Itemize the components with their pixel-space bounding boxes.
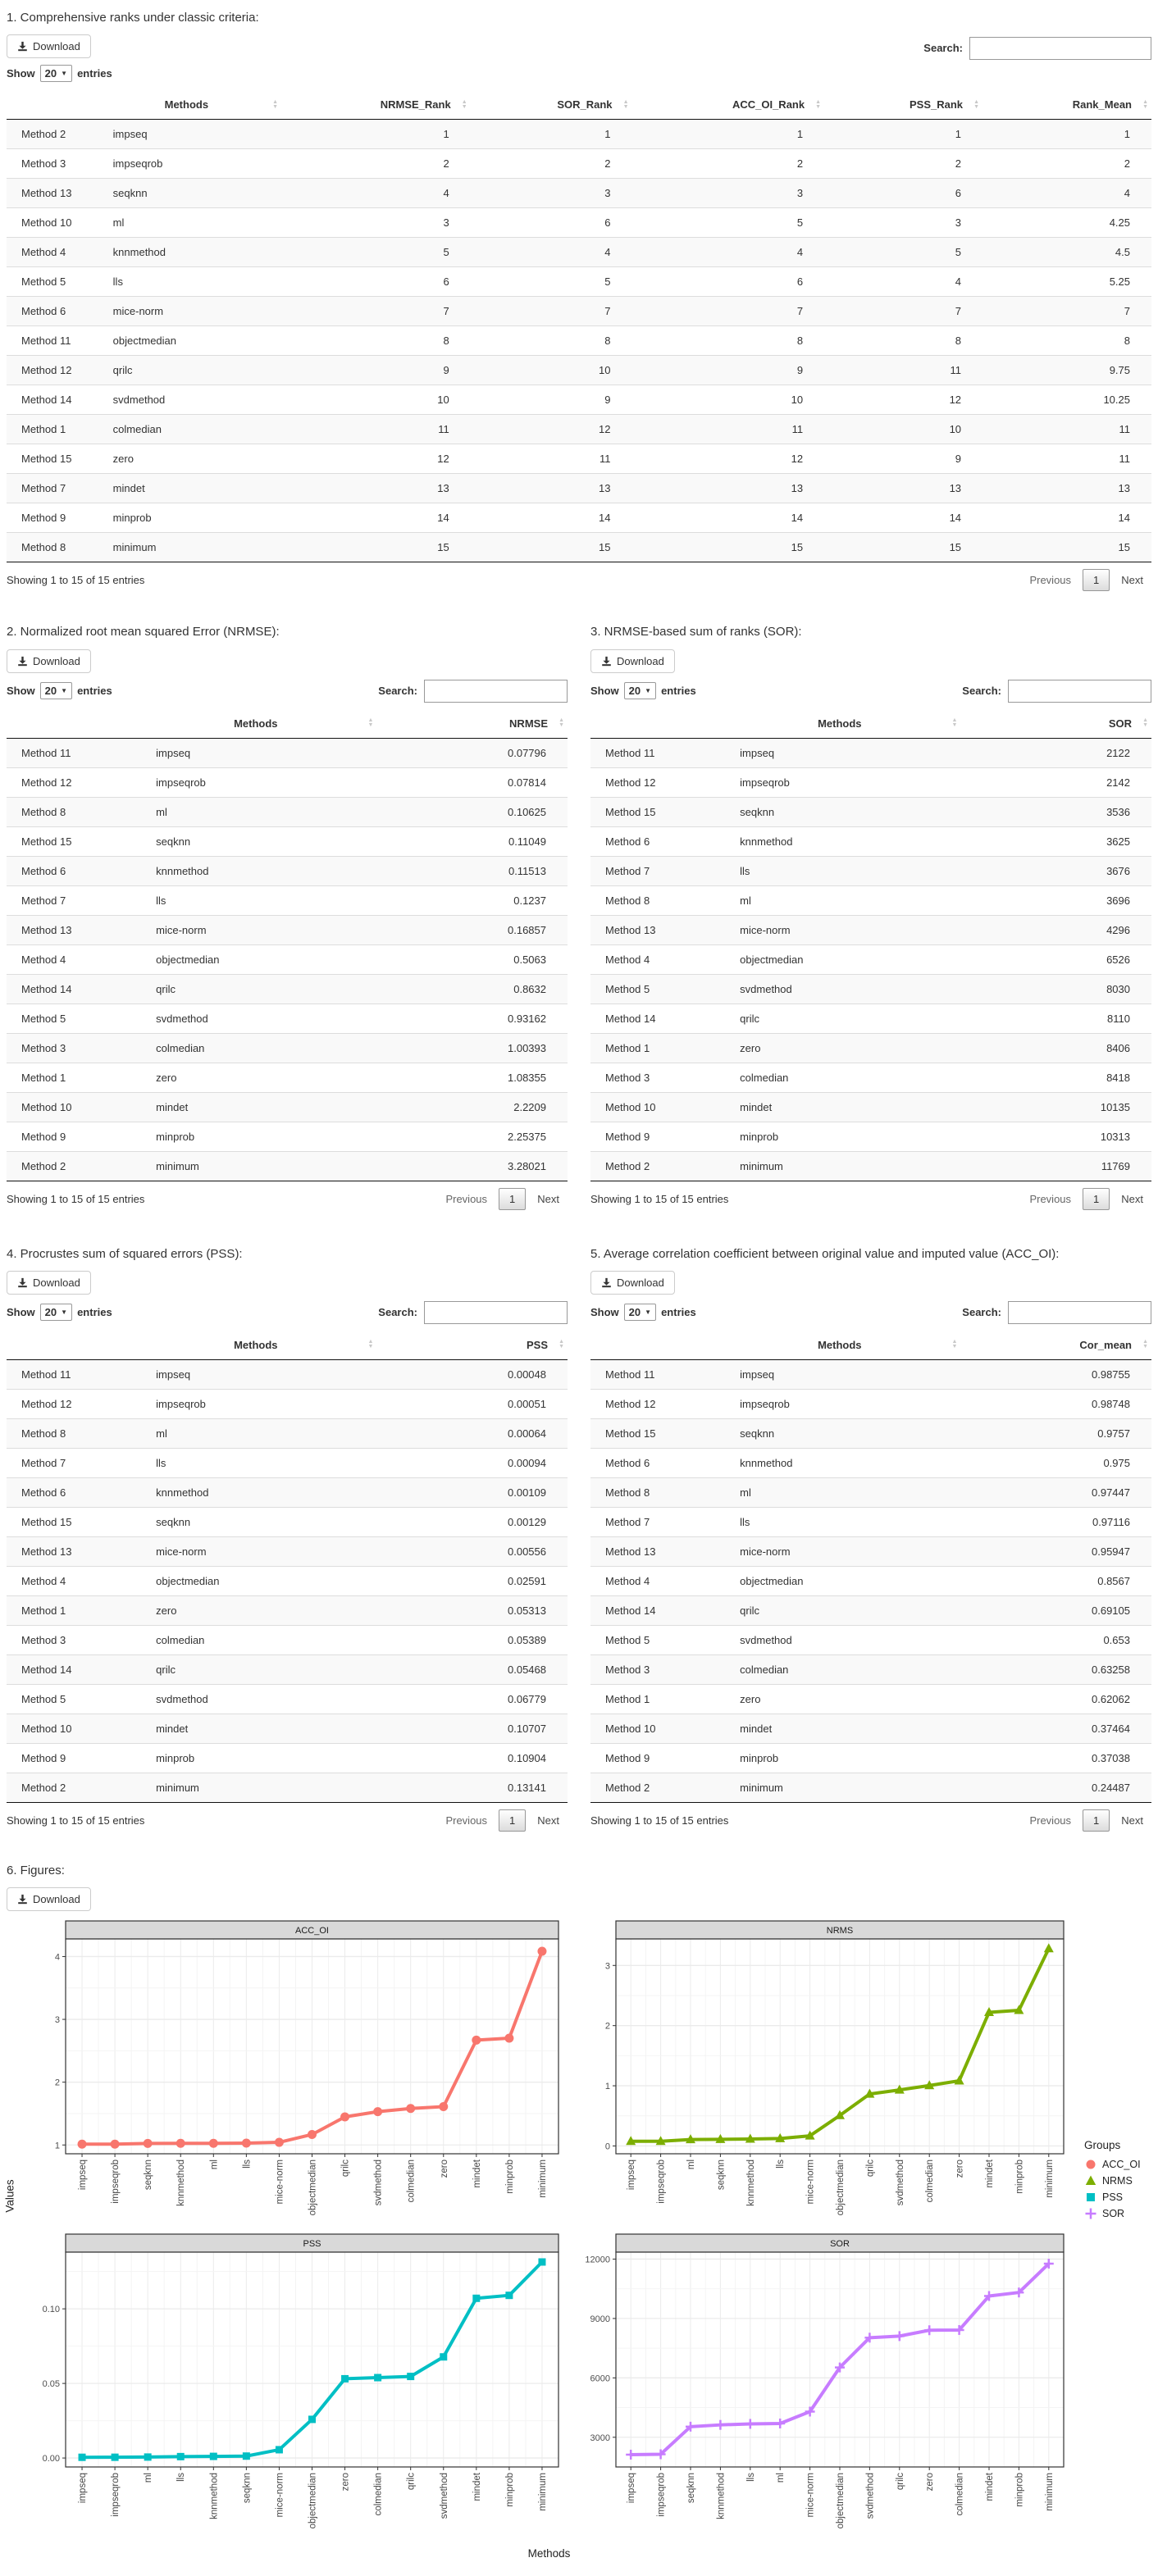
column-header-rank_mean[interactable]: Rank_Mean ▲ ▼ bbox=[982, 90, 1151, 120]
section-comprehensive-ranks: 1. Comprehensive ranks under classic criteria: Download Search: Show 20 ▼ entries Methods ▲ ▼ NRMSE_Rank ▲ ▼ SOR_Rank ▲ ▼ ACC_OI_Rank ▲ ▼ PSS_Rank ▲ ▼ Rank_Mean ▲ ▼ Method 2 impseq 1 1 1 1 1 Method 3 impseqrob 2 2 2 2 2 Method 13 seqknn 4 3 3 6 4 Method 10 ml 3 6 5 3 4.25 Method 4 knnmethod 5 4 4 5 4.5 Method 5 lls 6 5 6 4 5.25 Method 6 mice-norm 7 7 7 7 7 Method 11 objectmedian 8 8 8 8 8 Method 12 qrilc 9 10 9 11 9.75 Method 14 svdmethod 10 9 10 12 10.25 Method 1 colmedian 11 12 11 10 11 Method 15 zero 12 11 12 9 11 Method 7 mindet 13 13 13 13 13 Method 9 minprob 14 14 14 14 14 Method 8 minimum 15 15 15 15 15 Showing 1 to 15 of 15 entries Previous 1 Next bbox=[7, 10, 1151, 591]
table-row: Method 7 lls 0.97116 bbox=[590, 1507, 1151, 1536]
svg-text:12000: 12000 bbox=[585, 2255, 610, 2265]
column-header-acc_oi_rank[interactable]: ACC_OI_Rank ▲ ▼ bbox=[632, 90, 825, 120]
svg-text:zero: zero bbox=[925, 2473, 936, 2492]
chevron-down-icon: ▼ bbox=[645, 1308, 652, 1317]
previous-button[interactable]: Previous bbox=[445, 1814, 488, 1827]
table-row: Method 2 minimum 0.24487 bbox=[590, 1773, 1151, 1802]
download-icon bbox=[601, 1277, 612, 1288]
page-size-select[interactable]: 20 ▼ bbox=[624, 682, 656, 699]
table-row: Method 1 zero 8406 bbox=[590, 1033, 1151, 1063]
table-row: Method 14 qrilc 0.69105 bbox=[590, 1595, 1151, 1625]
table-row: Method 12 impseqrob 0.07814 bbox=[7, 767, 568, 797]
svg-text:colmedian: colmedian bbox=[406, 2160, 417, 2203]
table-row: Method 4 objectmedian 0.8567 bbox=[590, 1566, 1151, 1595]
svg-text:mice-norm: mice-norm bbox=[275, 2160, 285, 2205]
page-title: 5. Average correlation coefficient between original value and imputed value (ACC_OI): bbox=[590, 1246, 1060, 1261]
page-title: 4. Procrustes sum of squared errors (PSS): bbox=[7, 1246, 243, 1261]
figure-acc-oi bbox=[28, 1919, 565, 2232]
table-row: Method 11 impseq 0.00048 bbox=[7, 1359, 568, 1389]
search-label: Search: bbox=[378, 1306, 417, 1319]
column-header-methods[interactable]: Methods ▲ ▼ bbox=[141, 1331, 376, 1360]
legend-item-sor: SOR bbox=[1084, 2207, 1151, 2220]
search-input[interactable] bbox=[969, 37, 1151, 60]
pagination bbox=[1021, 569, 1151, 591]
svg-text:3: 3 bbox=[54, 2015, 60, 2026]
sort-icon: ▲ ▼ bbox=[622, 98, 629, 110]
chevron-down-icon: ▼ bbox=[61, 687, 68, 694]
table-row: Method 6 knnmethod 0.00109 bbox=[7, 1477, 568, 1507]
svg-text:qrilc: qrilc bbox=[865, 2160, 876, 2178]
ranks-table bbox=[7, 90, 1151, 562]
pagination bbox=[437, 1188, 568, 1210]
sort-icon: ▲ ▼ bbox=[1142, 98, 1148, 110]
svg-text:minprob: minprob bbox=[1014, 2160, 1025, 2194]
svg-text:lls: lls bbox=[745, 2473, 756, 2482]
download-button[interactable]: Download bbox=[7, 34, 91, 58]
table-row: Method 10 mindet 10135 bbox=[590, 1092, 1151, 1122]
previous-button[interactable]: Previous bbox=[1029, 1192, 1072, 1205]
legend-item-nrms: NRMS bbox=[1084, 2174, 1151, 2187]
sort-icon: ▲ ▼ bbox=[558, 1339, 564, 1350]
table-row: Method 3 colmedian 1.00393 bbox=[7, 1033, 568, 1063]
page-size-select[interactable]: 20 ▼ bbox=[40, 1304, 72, 1321]
section-acc-oi: 5. Average correlation coefficient between original value and imputed value (ACC_OI): Download Show 20 ▼ entries Search: Methods ▲ ▼ Cor_mean ▲ ▼ Method 11 impseq 0.98755 Method 12 impseqrob 0.98748 Method 15 seqknn 0.9757 Method 6 knnmethod 0.975 Method 8 ml 0.97447 Method 7 lls 0.97116 Method 13 mice-norm 0.95947 Method 4 objectmedian 0.8567 Method 14 qrilc 0.69105 Method 5 svdmethod 0.653 Method 3 colmedian 0.63258 Method 1 zero 0.62062 Method 10 mindet 0.37464 Method 9 minprob 0.37038 Method 2 minimum 0.24487 Showing 1 to 15 of 15 entries Previous 1 Next bbox=[590, 1241, 1151, 1835]
sort-icon: ▲ ▼ bbox=[951, 1339, 958, 1350]
svg-text:SOR: SOR bbox=[830, 2239, 850, 2249]
page-button[interactable]: 1 bbox=[1083, 1809, 1110, 1832]
svg-text:mindet: mindet bbox=[985, 2473, 995, 2501]
svg-text:colmedian: colmedian bbox=[373, 2473, 384, 2516]
table-row: Method 5 lls 6 5 6 4 5.25 bbox=[7, 267, 1151, 297]
legend-item-pss: PSS bbox=[1084, 2191, 1151, 2204]
legend-item-acc-oi: ACC_OI bbox=[1084, 2158, 1151, 2171]
svg-text:ml: ml bbox=[686, 2160, 696, 2170]
download-icon bbox=[17, 1277, 28, 1288]
column-header-rownames bbox=[590, 709, 725, 739]
download-button[interactable]: Download bbox=[7, 649, 91, 673]
table-row: Method 3 colmedian 0.63258 bbox=[590, 1654, 1151, 1684]
svg-text:NRMS: NRMS bbox=[826, 1926, 854, 1936]
x-axis-title: Methods bbox=[527, 2547, 571, 2560]
y-axis-title: Values bbox=[3, 2179, 16, 2213]
table-row: Method 11 impseq 0.07796 bbox=[7, 738, 568, 767]
table-row: Method 15 seqknn 0.11049 bbox=[7, 826, 568, 856]
sort-icon: ▲ ▼ bbox=[461, 98, 467, 110]
svg-text:seqknn: seqknn bbox=[716, 2160, 727, 2191]
next-button[interactable]: Next bbox=[1121, 1814, 1143, 1827]
sort-icon: ▲ ▼ bbox=[973, 98, 980, 110]
svg-text:minimum: minimum bbox=[537, 2473, 548, 2511]
svg-text:0.10: 0.10 bbox=[42, 2305, 60, 2315]
table-row: Method 7 lls 0.1237 bbox=[7, 885, 568, 915]
table-row: Method 8 ml 3696 bbox=[590, 885, 1151, 915]
svg-text:mindet: mindet bbox=[472, 2160, 482, 2188]
svg-text:impseq: impseq bbox=[627, 2160, 637, 2191]
table-info: Showing 1 to 15 of 15 entries bbox=[590, 1192, 729, 1205]
svg-text:mice-norm: mice-norm bbox=[275, 2473, 285, 2518]
page-button[interactable]: 1 bbox=[499, 1188, 526, 1210]
section-figures bbox=[3, 1863, 1151, 2560]
svg-text:0.00: 0.00 bbox=[42, 2454, 60, 2464]
table-row: Method 15 seqknn 3536 bbox=[590, 797, 1151, 826]
svg-text:qrilc: qrilc bbox=[406, 2473, 417, 2491]
sort-icon: ▲ ▼ bbox=[558, 717, 564, 728]
sort-icon: ▲ ▼ bbox=[367, 1339, 374, 1350]
search-input[interactable] bbox=[424, 680, 568, 703]
plus-marker-icon bbox=[1084, 2207, 1097, 2220]
svg-text:impseqrob: impseqrob bbox=[111, 2160, 121, 2204]
section-pss: 4. Procrustes sum of squared errors (PSS): Download Show 20 ▼ entries Search: Methods ▲ ▼ PSS ▲ ▼ Method 11 impseq 0.00048 Method 12 impseqrob 0.00051 Method 8 ml 0.00064 Method 7 lls 0.00094 Method 6 knnmethod 0.00109 Method 15 seqknn 0.00129 Method 13 mice-norm 0.00556 Method 4 objectmedian 0.02591 Method 1 zero 0.05313 Method 3 colmedian 0.05389 Method 14 qrilc 0.05468 Method 5 svdmethod 0.06779 Method 10 mindet 0.10707 Method 9 minprob 0.10904 Method 2 minimum 0.13141 Showing 1 to 15 of 15 entries Previous 1 Next bbox=[7, 1241, 568, 1835]
legend-title: Groups bbox=[1084, 2139, 1121, 2151]
svg-text:mice-norm: mice-norm bbox=[805, 2160, 816, 2205]
table-info: Showing 1 to 15 of 15 entries bbox=[590, 1814, 729, 1827]
search-label: Search: bbox=[962, 1306, 1001, 1319]
svg-text:qrilc: qrilc bbox=[340, 2160, 351, 2178]
svg-text:3000: 3000 bbox=[590, 2433, 610, 2443]
svg-text:svdmethod: svdmethod bbox=[895, 2160, 905, 2206]
pagination bbox=[437, 1809, 568, 1832]
previous-button[interactable]: Previous bbox=[1029, 574, 1072, 587]
page-size-select[interactable]: 20 ▼ bbox=[624, 1304, 656, 1321]
table-row: Method 6 knnmethod 3625 bbox=[590, 826, 1151, 856]
svg-text:zero: zero bbox=[439, 2160, 449, 2178]
column-header-rownames bbox=[7, 90, 98, 120]
sort-icon: ▲ ▼ bbox=[815, 98, 822, 110]
table-row: Method 2 minimum 0.13141 bbox=[7, 1773, 568, 1802]
sort-icon: ▲ ▼ bbox=[1142, 1339, 1148, 1350]
circle-marker-icon bbox=[1084, 2158, 1097, 2171]
svg-text:objectmedian: objectmedian bbox=[836, 2160, 846, 2216]
search-input[interactable] bbox=[424, 1301, 568, 1324]
svg-text:mindet: mindet bbox=[985, 2160, 995, 2188]
search-label: Search: bbox=[378, 685, 417, 697]
search-input[interactable] bbox=[1008, 1301, 1151, 1324]
table-row: Method 10 mindet 0.10707 bbox=[7, 1714, 568, 1743]
svg-text:qrilc: qrilc bbox=[895, 2473, 905, 2491]
svg-text:impseq: impseq bbox=[78, 2473, 89, 2504]
svg-text:9000: 9000 bbox=[590, 2314, 610, 2324]
table-row: Method 4 objectmedian 0.5063 bbox=[7, 944, 568, 974]
svg-text:ACC_OI: ACC_OI bbox=[295, 1926, 329, 1936]
table-row: Method 3 colmedian 0.05389 bbox=[7, 1625, 568, 1654]
svg-text:knnmethod: knnmethod bbox=[209, 2473, 220, 2519]
svg-text:1: 1 bbox=[604, 2082, 610, 2092]
svg-text:seqknn: seqknn bbox=[144, 2160, 154, 2191]
table-row: Method 1 zero 0.62062 bbox=[590, 1684, 1151, 1714]
svg-text:ml: ml bbox=[209, 2160, 220, 2170]
download-icon bbox=[601, 656, 612, 667]
svg-text:0: 0 bbox=[604, 2141, 610, 2152]
table-row: Method 9 minprob 0.10904 bbox=[7, 1743, 568, 1773]
column-header-pss_rank[interactable]: PSS_Rank ▲ ▼ bbox=[824, 90, 982, 120]
table-row: Method 9 minprob 0.37038 bbox=[590, 1743, 1151, 1773]
svg-text:2: 2 bbox=[604, 2021, 610, 2032]
svg-text:objectmedian: objectmedian bbox=[308, 2473, 318, 2529]
section-nrmse: 2. Normalized root mean squared Error (NRMSE): Download Show 20 ▼ entries Search: Methods ▲ ▼ NRMSE ▲ ▼ Method 11 impseq 0.07796 Method 12 impseqrob 0.07814 Method 8 ml 0.10625 Method 15 seqknn 0.11049 Method 6 knnmethod 0.11513 Method 7 lls 0.1237 Method 13 mice-norm 0.16857 Method 4 objectmedian 0.5063 Method 14 qrilc 0.8632 Method 5 svdmethod 0.93162 Method 3 colmedian 1.00393 Method 1 zero 1.08355 Method 10 mindet 2.2209 Method 9 minprob 2.25375 Method 2 minimum 3.28021 Showing 1 to 15 of 15 entries Previous 1 Next bbox=[7, 619, 568, 1213]
table-row: Method 1 zero 1.08355 bbox=[7, 1063, 568, 1092]
pagination bbox=[1021, 1188, 1151, 1210]
svg-text:lls: lls bbox=[776, 2160, 786, 2169]
svg-text:seqknn: seqknn bbox=[242, 2473, 253, 2504]
column-header-rownames bbox=[7, 709, 141, 739]
svg-text:impseq: impseq bbox=[627, 2473, 637, 2504]
section-sor: 3. NRMSE-based sum of ranks (SOR): Download Show 20 ▼ entries Search: Methods ▲ ▼ SOR ▲ ▼ Method 11 impseq 2122 Method 12 impseqrob 2142 Method 15 seqknn 3536 Method 6 knnmethod 3625 Method 7 lls 3676 Method 8 ml 3696 Method 13 mice-norm 4296 Method 4 objectmedian 6526 Method 5 svdmethod 8030 Method 14 qrilc 8110 Method 1 zero 8406 Method 3 colmedian 8418 Method 10 mindet 10135 Method 9 minprob 10313 Method 2 minimum 11769 Showing 1 to 15 of 15 entries Previous 1 Next bbox=[590, 619, 1151, 1213]
chevron-down-icon: ▼ bbox=[645, 687, 652, 694]
table-row: Method 4 objectmedian 0.02591 bbox=[7, 1566, 568, 1595]
table-row: Method 15 seqknn 0.00129 bbox=[7, 1507, 568, 1536]
table-row: Method 5 svdmethod 0.653 bbox=[590, 1625, 1151, 1654]
next-button[interactable]: Next bbox=[1121, 1192, 1143, 1205]
table-row: Method 7 lls 3676 bbox=[590, 856, 1151, 885]
column-header-sor_rank[interactable]: SOR_Rank ▲ ▼ bbox=[471, 90, 632, 120]
page-title: 6. Figures: bbox=[7, 1863, 65, 1877]
table-row: Method 9 minprob 2.25375 bbox=[7, 1122, 568, 1151]
svg-text:seqknn: seqknn bbox=[686, 2473, 696, 2504]
svg-text:6000: 6000 bbox=[590, 2373, 610, 2384]
next-button[interactable]: Next bbox=[537, 1192, 559, 1205]
svg-text:minimum: minimum bbox=[1044, 2160, 1055, 2198]
svg-text:0.05: 0.05 bbox=[42, 2379, 60, 2390]
download-button[interactable]: Download bbox=[7, 1887, 91, 1911]
column-header-rownames bbox=[590, 1331, 725, 1360]
table-row: Method 15 zero 12 11 12 9 11 bbox=[7, 444, 1151, 474]
table-row: Method 2 impseq 1 1 1 1 1 bbox=[7, 120, 1151, 149]
table-row: Method 5 svdmethod 0.93162 bbox=[7, 1004, 568, 1033]
table-row: Method 4 objectmedian 6526 bbox=[590, 944, 1151, 974]
svg-text:svdmethod: svdmethod bbox=[865, 2473, 876, 2519]
column-header-methods[interactable]: Methods ▲ ▼ bbox=[141, 709, 376, 739]
svg-text:impseqrob: impseqrob bbox=[111, 2473, 121, 2517]
column-header-methods[interactable]: Methods ▲ ▼ bbox=[98, 90, 281, 120]
table-row: Method 2 minimum 3.28021 bbox=[7, 1151, 568, 1181]
table-row: Method 6 knnmethod 0.11513 bbox=[7, 856, 568, 885]
svg-text:minimum: minimum bbox=[537, 2160, 548, 2198]
sort-icon: ▲ ▼ bbox=[1142, 717, 1148, 728]
download-button[interactable]: Download bbox=[590, 1271, 675, 1295]
table-row: Method 13 mice-norm 0.00556 bbox=[7, 1536, 568, 1566]
download-icon bbox=[17, 656, 28, 667]
svg-text:ml: ml bbox=[144, 2473, 154, 2483]
download-icon bbox=[17, 1894, 28, 1905]
svg-text:impseqrob: impseqrob bbox=[656, 2473, 667, 2517]
table-row: Method 11 objectmedian 8 8 8 8 8 bbox=[7, 326, 1151, 356]
table-row: Method 12 qrilc 9 10 9 11 9.75 bbox=[7, 356, 1151, 385]
table-row: Method 8 minimum 15 15 15 15 15 bbox=[7, 533, 1151, 562]
svg-text:2: 2 bbox=[54, 2078, 60, 2088]
page-button[interactable]: 1 bbox=[1083, 1188, 1110, 1210]
nrmse-table bbox=[7, 709, 568, 1181]
figure-pss bbox=[28, 2232, 565, 2546]
table-info: Showing 1 to 15 of 15 entries bbox=[7, 574, 145, 587]
column-header-rownames bbox=[7, 1331, 141, 1360]
column-header-methods[interactable]: Methods ▲ ▼ bbox=[725, 1331, 960, 1360]
svg-text:svdmethod: svdmethod bbox=[373, 2160, 384, 2206]
column-header-pss[interactable]: PSS ▲ ▼ bbox=[376, 1331, 568, 1360]
svg-text:PSS: PSS bbox=[303, 2239, 321, 2249]
table-row: Method 11 impseq 0.98755 bbox=[590, 1359, 1151, 1389]
table-row: Method 7 lls 0.00094 bbox=[7, 1448, 568, 1477]
table-row: Method 4 knnmethod 5 4 4 5 4.5 bbox=[7, 238, 1151, 267]
table-row: Method 2 minimum 11769 bbox=[590, 1151, 1151, 1181]
table-row: Method 14 qrilc 8110 bbox=[590, 1004, 1151, 1033]
page-title: 1. Comprehensive ranks under classic criteria: bbox=[7, 11, 259, 25]
table-row: Method 10 ml 3 6 5 3 4.25 bbox=[7, 208, 1151, 238]
svg-text:ml: ml bbox=[776, 2473, 786, 2483]
table-row: Method 13 mice-norm 4296 bbox=[590, 915, 1151, 944]
table-row: Method 15 seqknn 0.9757 bbox=[590, 1418, 1151, 1448]
table-row: Method 8 ml 0.10625 bbox=[7, 797, 568, 826]
sor-table bbox=[590, 709, 1151, 1181]
table-row: Method 13 seqknn 4 3 3 6 4 bbox=[7, 179, 1151, 208]
chart-legend bbox=[1084, 2139, 1151, 2223]
table-row: Method 1 colmedian 11 12 11 10 11 bbox=[7, 415, 1151, 444]
pagination bbox=[1021, 1809, 1151, 1832]
table-row: Method 7 mindet 13 13 13 13 13 bbox=[7, 474, 1151, 503]
svg-text:minimum: minimum bbox=[1044, 2473, 1055, 2511]
search-label: Search: bbox=[923, 42, 963, 55]
figure-sor bbox=[578, 2232, 1070, 2546]
table-row: Method 13 mice-norm 0.95947 bbox=[590, 1536, 1151, 1566]
table-row: Method 1 zero 0.05313 bbox=[7, 1595, 568, 1625]
table-row: Method 5 svdmethod 0.06779 bbox=[7, 1684, 568, 1714]
svg-text:minprob: minprob bbox=[1014, 2473, 1025, 2507]
table-row: Method 13 mice-norm 0.16857 bbox=[7, 915, 568, 944]
table-row: Method 8 ml 0.97447 bbox=[590, 1477, 1151, 1507]
svg-text:lls: lls bbox=[176, 2473, 187, 2482]
table-row: Method 6 mice-norm 7 7 7 7 7 bbox=[7, 297, 1151, 326]
svg-text:colmedian: colmedian bbox=[955, 2473, 965, 2516]
figure-nrms bbox=[578, 1919, 1070, 2232]
svg-text:objectmedian: objectmedian bbox=[836, 2473, 846, 2529]
table-row: Method 12 impseqrob 0.00051 bbox=[7, 1389, 568, 1418]
svg-text:impseq: impseq bbox=[78, 2160, 89, 2191]
chevron-down-icon: ▼ bbox=[61, 1308, 68, 1317]
next-button[interactable]: Next bbox=[1121, 574, 1143, 587]
svg-text:mice-norm: mice-norm bbox=[805, 2473, 816, 2518]
column-header-cor_mean[interactable]: Cor_mean ▲ ▼ bbox=[960, 1331, 1151, 1360]
square-marker-icon bbox=[1084, 2191, 1097, 2204]
page-button[interactable]: 1 bbox=[1083, 569, 1110, 591]
svg-text:minprob: minprob bbox=[504, 2473, 515, 2507]
svg-text:4: 4 bbox=[54, 1952, 60, 1963]
table-row: Method 14 qrilc 0.05468 bbox=[7, 1654, 568, 1684]
table-row: Method 12 impseqrob 0.98748 bbox=[590, 1389, 1151, 1418]
table-info: Showing 1 to 15 of 15 entries bbox=[7, 1814, 145, 1827]
download-button[interactable]: Download bbox=[590, 649, 675, 673]
svg-text:impseqrob: impseqrob bbox=[656, 2160, 667, 2204]
acc-oi-table bbox=[590, 1331, 1151, 1803]
svg-text:mindet: mindet bbox=[472, 2473, 482, 2501]
column-header-nrmse_rank[interactable]: NRMSE_Rank ▲ ▼ bbox=[281, 90, 471, 120]
table-row: Method 3 colmedian 8418 bbox=[590, 1063, 1151, 1092]
sort-icon: ▲ ▼ bbox=[272, 98, 279, 110]
table-row: Method 5 svdmethod 8030 bbox=[590, 974, 1151, 1004]
table-row: Method 11 impseq 2122 bbox=[590, 738, 1151, 767]
page-size-select[interactable]: 20 ▼ bbox=[40, 682, 72, 699]
triangle-marker-icon bbox=[1084, 2174, 1097, 2187]
svg-text:3: 3 bbox=[604, 1961, 610, 1972]
pss-table bbox=[7, 1331, 568, 1803]
sort-icon: ▲ ▼ bbox=[367, 717, 374, 728]
svg-text:lls: lls bbox=[242, 2160, 253, 2169]
table-row: Method 8 ml 0.00064 bbox=[7, 1418, 568, 1448]
svg-text:knnmethod: knnmethod bbox=[716, 2473, 727, 2519]
page-title: 3. NRMSE-based sum of ranks (SOR): bbox=[590, 625, 802, 639]
table-row: Method 6 knnmethod 0.975 bbox=[590, 1448, 1151, 1477]
svg-text:knnmethod: knnmethod bbox=[745, 2160, 756, 2206]
sort-icon: ▲ ▼ bbox=[951, 717, 958, 728]
table-row: Method 10 mindet 0.37464 bbox=[590, 1714, 1151, 1743]
previous-button[interactable]: Previous bbox=[1029, 1814, 1072, 1827]
table-info: Showing 1 to 15 of 15 entries bbox=[7, 1192, 145, 1205]
table-row: Method 14 qrilc 0.8632 bbox=[7, 974, 568, 1004]
svg-text:objectmedian: objectmedian bbox=[308, 2160, 318, 2216]
download-button[interactable]: Download bbox=[7, 1271, 91, 1295]
download-icon bbox=[17, 41, 28, 52]
page-title: 2. Normalized root mean squared Error (NRMSE): bbox=[7, 625, 280, 639]
svg-text:1: 1 bbox=[54, 2141, 60, 2151]
column-header-nrmse[interactable]: NRMSE ▲ ▼ bbox=[376, 709, 568, 739]
search-input[interactable] bbox=[1008, 680, 1151, 703]
page-button[interactable]: 1 bbox=[499, 1809, 526, 1832]
svg-text:zero: zero bbox=[340, 2473, 351, 2492]
table-row: Method 10 mindet 2.2209 bbox=[7, 1092, 568, 1122]
next-button[interactable]: Next bbox=[537, 1814, 559, 1827]
chevron-down-icon: ▼ bbox=[61, 70, 68, 78]
table-row: Method 3 impseqrob 2 2 2 2 2 bbox=[7, 149, 1151, 179]
svg-text:minprob: minprob bbox=[504, 2160, 515, 2194]
table-row: Method 14 svdmethod 10 9 10 12 10.25 bbox=[7, 385, 1151, 415]
svg-text:svdmethod: svdmethod bbox=[439, 2473, 449, 2519]
table-row: Method 9 minprob 14 14 14 14 14 bbox=[7, 503, 1151, 533]
table-row: Method 12 impseqrob 2142 bbox=[590, 767, 1151, 797]
svg-text:colmedian: colmedian bbox=[925, 2160, 936, 2203]
search-label: Search: bbox=[962, 685, 1001, 697]
column-header-sor[interactable]: SOR ▲ ▼ bbox=[960, 709, 1151, 739]
svg-text:knnmethod: knnmethod bbox=[176, 2160, 187, 2206]
previous-button[interactable]: Previous bbox=[445, 1192, 488, 1205]
column-header-methods[interactable]: Methods ▲ ▼ bbox=[725, 709, 960, 739]
table-row: Method 9 minprob 10313 bbox=[590, 1122, 1151, 1151]
svg-text:zero: zero bbox=[955, 2160, 965, 2178]
page-size-select[interactable]: 20 ▼ bbox=[40, 65, 72, 82]
